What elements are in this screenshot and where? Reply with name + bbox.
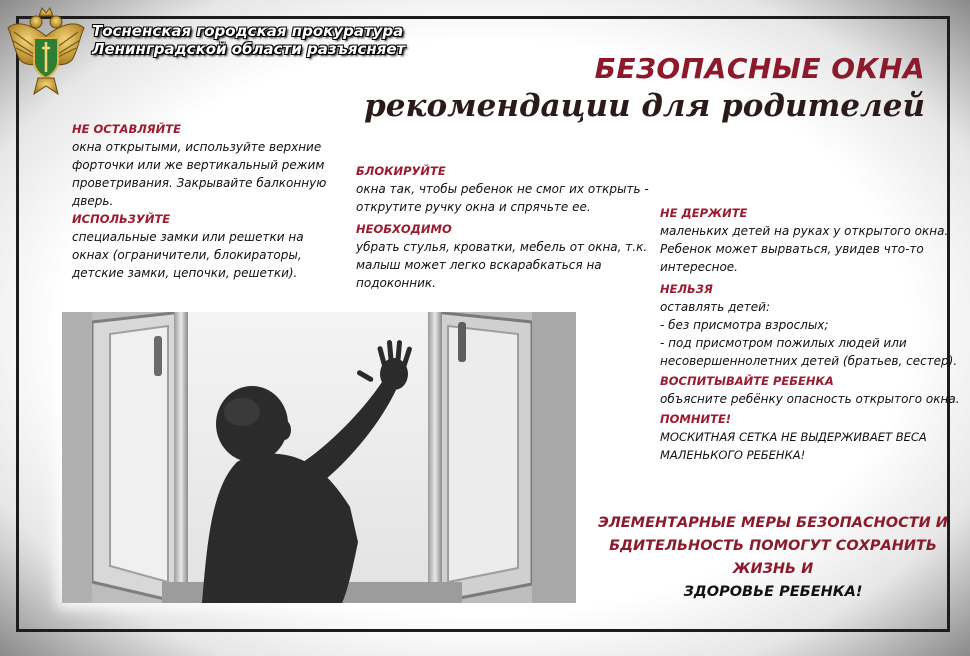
middle-column	[356, 162, 656, 292]
heading-use: ИСПОЛЬЗУЙТЕ	[72, 212, 171, 226]
text-necessary: убрать стулья, кроватки, мебель от окна, т.к. малыш может легко вскарабкаться на подоконник.	[356, 240, 648, 290]
heading-do-not-leave: НЕ ОСТАВЛЯЙТЕ	[72, 122, 181, 136]
heading-forbidden: НЕЛЬЗЯ	[660, 282, 713, 296]
text-remember: МОСКИТНАЯ СЕТКА НЕ ВЫДЕРЖИВАЕТ ВЕСА МАЛЕНЬКОГО РЕБЕНКА!	[660, 430, 927, 462]
heading-remember: ПОМНИТЕ!	[660, 412, 732, 426]
text-forbidden-a: оставлять детей:	[660, 300, 771, 314]
heading-do-not-hold: НЕ ДЕРЖИТЕ	[660, 206, 748, 220]
closing-line-3: ЗДОРОВЬЕ РЕБЕНКА!	[683, 584, 863, 600]
window-illustration	[62, 312, 576, 603]
closing-line-2: БДИТЕЛЬНОСТЬ ПОМОГУТ СОХРАНИТЬ ЖИЗНЬ И	[609, 538, 937, 577]
heading-educate: ВОСПИТЫВАЙТЕ РЕБЕНКА	[660, 374, 834, 388]
text-forbidden-b: - без присмотра взрослых;	[660, 318, 829, 332]
heading-block: БЛОКИРУЙТЕ	[356, 164, 446, 178]
text-do-not-hold: маленьких детей на руках у открытого окна. Ребенок может вырваться, увидев что-то интересное.	[660, 224, 949, 274]
closing-line-1: ЭЛЕМЕНТАРНЫЕ МЕРЫ БЕЗОПАСНОСТИ И	[598, 515, 948, 531]
heading-necessary: НЕОБХОДИМО	[356, 222, 452, 236]
org-line-2: Ленинградской области разъясняет	[92, 40, 406, 58]
org-line-1: Тосненская городская прокуратура	[92, 22, 404, 40]
text-use: специальные замки или решетки на окнах (ограничители, блокираторы, детские замки, цепочки, решетки).	[72, 230, 304, 280]
left-column	[72, 120, 342, 282]
poster-subtitle: рекомендации для родителей	[364, 88, 925, 124]
organization-heading	[92, 22, 405, 58]
text-block: окна так, чтобы ребенок не смог их открыть - открутите ручку окна и спрячьте ее.	[356, 182, 649, 214]
prosecutor-emblem-icon	[6, 6, 86, 102]
text-educate: объясните ребёнку опасность открытого окна.	[660, 392, 960, 406]
child-at-window-photo	[62, 312, 576, 603]
text-do-not-leave: окна открытыми, используйте верхние форточки или же вертикальный режим проветривания. Закрывайте балконную дверь.	[72, 140, 327, 208]
right-column	[660, 204, 960, 464]
text-forbidden-c: - под присмотром пожилых людей или несовершеннолетних детей (братьев, сестер).	[660, 336, 958, 368]
closing-statement	[590, 512, 956, 604]
poster-title: БЕЗОПАСНЫЕ ОКНА	[594, 52, 925, 85]
